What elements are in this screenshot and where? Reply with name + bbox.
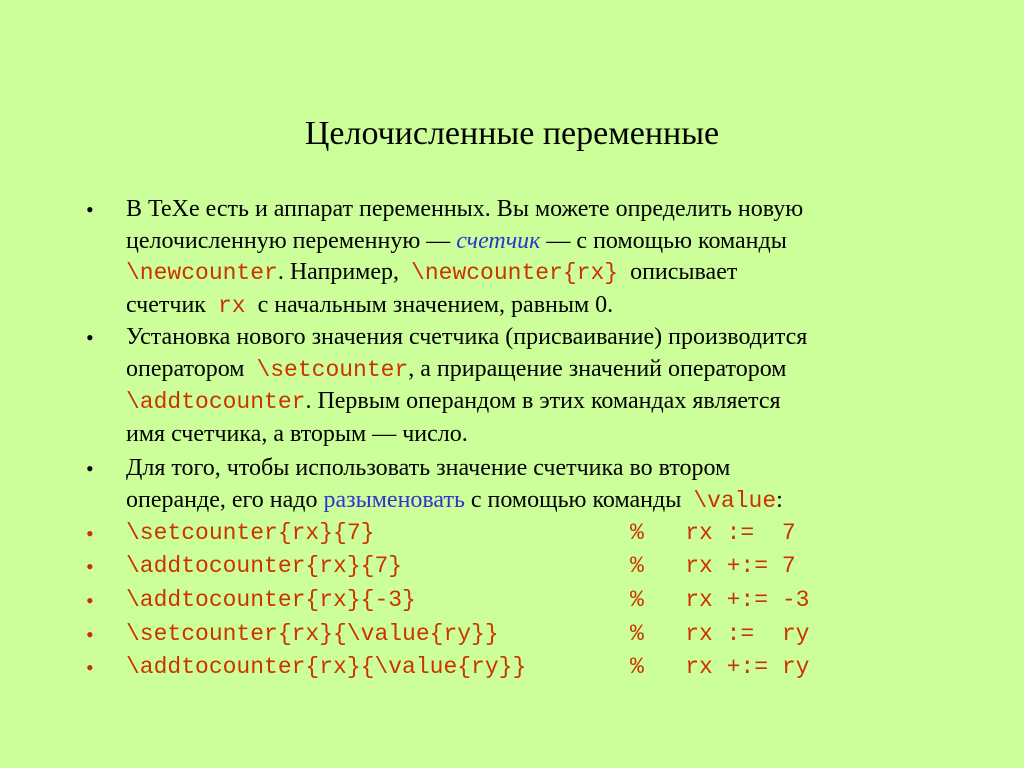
text-run: описывает: [618, 259, 738, 285]
bullet-marker: •: [86, 197, 94, 222]
term-counter: счетчик: [456, 227, 541, 254]
code-setcounter: \setcounter: [256, 356, 409, 383]
paragraph-2-line-3: [126, 386, 956, 419]
paragraph-3: [126, 453, 956, 517]
paragraph-1-line-3: [126, 257, 956, 290]
paragraph-2-line-2: [126, 354, 956, 387]
text-run: оператором: [126, 355, 257, 382]
bullet-marker: •: [86, 456, 94, 481]
code-example-line: \addtocounter{rx}{-3}: [126, 587, 416, 613]
code-addtocounter: \addtocounter: [126, 389, 306, 415]
text-run: . Например,: [277, 259, 412, 285]
code-example-comment: % rx := ry: [630, 621, 810, 647]
paragraph-2-line-4: имя счетчика, а вторым — число.: [126, 420, 468, 447]
paragraph-1: [126, 194, 956, 322]
text-run: операнде, его надо: [126, 486, 324, 513]
code-newcounter-example: \newcounter{rx}: [411, 260, 619, 286]
code-example-comment: % rx +:= ry: [630, 654, 810, 680]
paragraph-1-line-2: [126, 226, 956, 258]
code-example-comment: % rx := 7: [630, 520, 796, 546]
text-run: :: [776, 486, 783, 513]
code-example-line: \setcounter{rx}{7}: [126, 520, 375, 546]
code-example-line: \addtocounter{rx}{\value{ry}}: [126, 654, 527, 680]
text-run: целочисленную переменную —: [126, 227, 457, 254]
paragraph-2-line-1: Установка нового значения счетчика (присваивание) производится: [126, 324, 808, 350]
code-example-line: \setcounter{rx}{\value{ry}}: [126, 621, 499, 647]
text-run: с начальным значением, равным 0.: [245, 291, 614, 318]
paragraph-2: [126, 322, 956, 450]
paragraph-3-line-2: [126, 485, 956, 518]
code-example-line: \addtocounter{rx}{7}: [126, 553, 403, 579]
code-example-comment: % rx +:= -3: [630, 587, 810, 613]
text-run: с помощью команды: [464, 486, 694, 513]
code-bullet-marker: •: [86, 622, 94, 647]
text-run: , а приращение значений оператором: [408, 355, 787, 382]
code-value: \value: [693, 487, 777, 514]
text-run: . Первым операндом в этих командах является: [305, 388, 781, 414]
paragraph-3-line-1: Для того, чтобы использовать значение счетчика во втором: [126, 455, 731, 481]
slide-title: Целочисленные переменные: [304, 115, 720, 152]
code-bullet-marker: •: [86, 655, 94, 680]
text-run: — с помощью команды: [540, 227, 787, 254]
text-run: счетчик: [126, 291, 218, 318]
code-bullet-marker: •: [86, 521, 94, 546]
code-bullet-marker: •: [86, 588, 94, 613]
term-dereference: разыменовать: [323, 486, 465, 513]
code-rx: rx: [217, 292, 246, 319]
bullet-marker: •: [86, 325, 94, 350]
paragraph-1-line-4: [126, 290, 956, 323]
code-newcounter: \newcounter: [126, 260, 278, 286]
code-example-comment: % rx +:= 7: [630, 553, 796, 579]
paragraph-1-line-1: В TeXe есть и аппарат переменных. Вы можете определить новую: [126, 196, 804, 222]
code-bullet-marker: •: [86, 554, 94, 579]
